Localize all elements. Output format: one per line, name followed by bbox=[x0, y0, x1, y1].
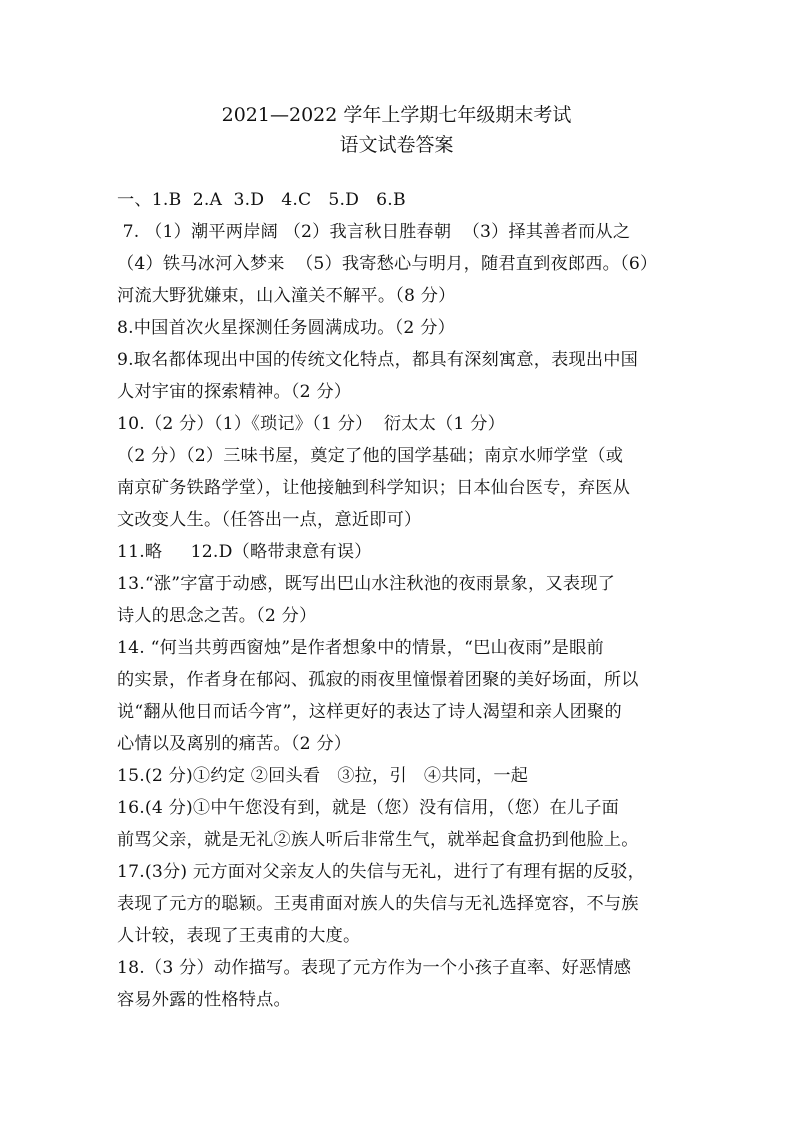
answer-line-multiple-choice: 一、1.B 2.A 3.D 4.C 5.D 6.B bbox=[117, 190, 406, 210]
answer-line-q13-cont: 诗人的思念之苦。（2 分） bbox=[117, 606, 317, 626]
answer-line-q17: 17.(3分) 元方面对父亲友人的失信与无礼，进行了有理有据的反驳， bbox=[117, 862, 646, 882]
answer-line-q10-cont: 南京矿务铁路学堂），让他接触到科学知识；日本仙台医专，弃医从 bbox=[117, 478, 631, 498]
answer-line-q14-cont: 的实景，作者身在郁闷、孤寂的雨夜里憧憬着团聚的美好场面，所以 bbox=[117, 670, 639, 690]
answer-line-q15: 15.(2 分)①约定 ②回头看 ③拉，引 ④共同，一起 bbox=[117, 766, 529, 786]
answer-line-q11-q12: 11.略 12.D（略带隶意有误） bbox=[117, 542, 372, 562]
answer-line-q16: 16.(4 分)①中午您没有到，就是（您）没有信用，（您）在儿子面 bbox=[117, 798, 620, 818]
answer-line-q9-cont: 人对宇宙的探索精神。（2 分） bbox=[117, 382, 352, 402]
document-subtitle: 语文试卷答案 bbox=[339, 134, 454, 156]
answer-body bbox=[117, 184, 687, 1016]
answer-line-q7-cont: （4）铁马冰河入梦来 （5）我寄愁心与明月，随君直到夜郎西。（6） bbox=[117, 254, 658, 274]
answer-line-q14-cont: 心情以及离别的痛苦。（2 分） bbox=[117, 734, 352, 754]
answer-line-q10-cont: 文改变人生。（任答出一点，意近即可） bbox=[117, 510, 422, 530]
answer-line-q10: 10.（2 分）（1）《琐记》（1 分） 衍太太（1 分） bbox=[117, 414, 505, 434]
answer-line-q16-cont: 前骂父亲，就是无礼②族人听后非常生气，就举起食盒扔到他脸上。 bbox=[117, 830, 639, 850]
answer-line-q14-cont: 说“翻从他日而话今宵”，这样更好的表达了诗人渴望和亲人团聚的 bbox=[117, 702, 622, 722]
answer-line-q18-cont: 容易外露的性格特点。 bbox=[117, 990, 291, 1010]
answer-line-q7-cont: 河流大野犹嫌束，山入潼关不解平。（8 分） bbox=[117, 286, 456, 306]
answer-line-q8: 8.中国首次火星探测任务圆满成功。（2 分） bbox=[117, 318, 455, 338]
answer-line-q7: 7. （1）潮平两岸阔 （2）我言秋日胜春朝 （3）择其善者而从之 bbox=[117, 222, 631, 242]
answer-line-q9: 9.取名都体现出中国的传统文化特点，都具有深刻寓意，表现出中国 bbox=[117, 350, 639, 370]
answer-line-q14: 14. “何当共剪西窗烛”是作者想象中的情景，“巴山夜雨”是眼前 bbox=[117, 638, 604, 658]
answer-line-q17-cont: 人计较，表现了王夷甫的大度。 bbox=[117, 926, 361, 946]
answer-line-q18: 18.（3 分）动作描写。表现了元方作为一个小孩子直率、好恶情感 bbox=[117, 958, 632, 978]
answer-line-q13: 13.“涨”字富于动感，既写出巴山水注秋池的夜雨景象，又表现了 bbox=[117, 574, 615, 594]
answer-line-q10-cont: （2 分）（2）三味书屋，奠定了他的国学基础；南京水师学堂（或 bbox=[117, 446, 624, 466]
document-title: 2021—2022 学年上学期七年级期末考试 bbox=[221, 104, 572, 126]
answer-line-q17-cont: 表现了元方的聪颖。王夷甫面对族人的失信与无礼选择宽容，不与族 bbox=[117, 894, 639, 914]
